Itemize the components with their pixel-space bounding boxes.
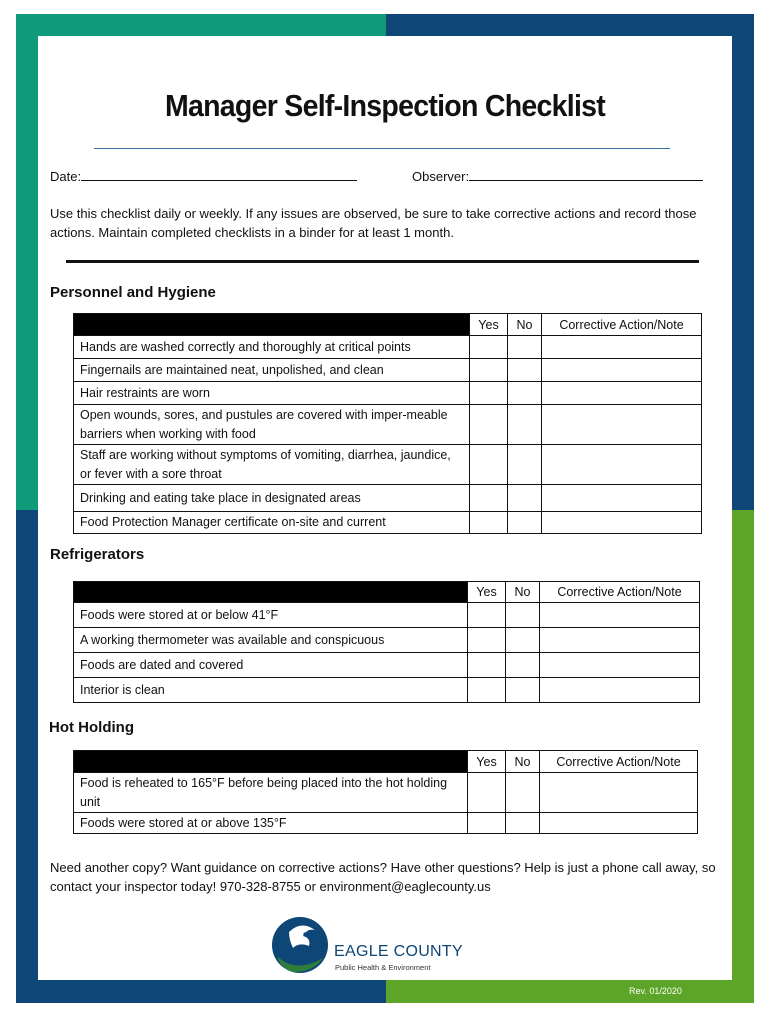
no-cell[interactable] bbox=[508, 336, 542, 359]
logo-circle bbox=[272, 917, 328, 973]
no-cell[interactable] bbox=[506, 773, 540, 813]
table-row bbox=[74, 773, 698, 813]
table-header-blank bbox=[74, 751, 468, 773]
checklist-table-refrigerators bbox=[73, 581, 700, 703]
yes-cell[interactable] bbox=[468, 653, 506, 678]
yes-cell[interactable] bbox=[470, 445, 508, 485]
checklist-item: A working thermometer was available and conspicuous bbox=[74, 628, 468, 653]
date-field[interactable] bbox=[50, 168, 357, 186]
section-title-personnel: Personnel and Hygiene bbox=[50, 284, 216, 301]
no-cell[interactable] bbox=[508, 382, 542, 405]
note-cell[interactable] bbox=[540, 653, 700, 678]
yes-cell[interactable] bbox=[470, 512, 508, 534]
checklist-item: Foods were stored at or above 135°F bbox=[74, 813, 468, 834]
table-row bbox=[74, 445, 702, 485]
title-divider bbox=[94, 148, 670, 149]
note-cell[interactable] bbox=[540, 813, 698, 834]
checklist-item: Drinking and eating take place in designated areas bbox=[74, 485, 470, 512]
logo-name: EAGLE COUNTY bbox=[334, 943, 463, 960]
section-title-refrigerators: Refrigerators bbox=[50, 546, 145, 563]
checklist-item: Foods were stored at or below 41°F bbox=[74, 603, 468, 628]
note-cell[interactable] bbox=[540, 678, 700, 703]
eagle-eye-icon bbox=[303, 932, 306, 935]
table-row bbox=[74, 678, 700, 703]
note-cell[interactable] bbox=[542, 336, 702, 359]
section-title-hot-holding: Hot Holding bbox=[49, 719, 134, 736]
checklist-item: Interior is clean bbox=[74, 678, 468, 703]
yes-cell[interactable] bbox=[470, 382, 508, 405]
observer-label: Observer: bbox=[412, 169, 470, 184]
checklist-item: Food is reheated to 165°F before being placed into the hot holding unit bbox=[74, 773, 468, 813]
no-cell[interactable] bbox=[506, 813, 540, 834]
checklist-item: Fingernails are maintained neat, unpolished, and clean bbox=[74, 359, 470, 382]
table-row bbox=[74, 405, 702, 445]
yes-cell[interactable] bbox=[468, 678, 506, 703]
yes-cell[interactable] bbox=[468, 773, 506, 813]
no-cell[interactable] bbox=[506, 653, 540, 678]
table-row bbox=[74, 628, 700, 653]
checklist-item: Hands are washed correctly and thoroughly at critical points bbox=[74, 336, 470, 359]
note-cell[interactable] bbox=[540, 603, 700, 628]
logo-tagline: Public Health & Environment bbox=[335, 963, 431, 972]
table-row bbox=[74, 512, 702, 534]
note-cell[interactable] bbox=[540, 628, 700, 653]
revision-label: Rev. 01/2020 bbox=[629, 986, 682, 996]
column-yes: Yes bbox=[468, 582, 506, 603]
column-note: Corrective Action/Note bbox=[540, 751, 698, 773]
yes-cell[interactable] bbox=[468, 628, 506, 653]
column-note: Corrective Action/Note bbox=[542, 314, 702, 336]
checklist-item: Food Protection Manager certificate on-site and current bbox=[74, 512, 470, 534]
table-header-blank bbox=[74, 314, 470, 336]
note-cell[interactable] bbox=[540, 773, 698, 813]
note-cell[interactable] bbox=[542, 405, 702, 445]
no-cell[interactable] bbox=[506, 603, 540, 628]
checklist-item: Foods are dated and covered bbox=[74, 653, 468, 678]
note-cell[interactable] bbox=[542, 445, 702, 485]
checklist-sheet bbox=[38, 36, 732, 980]
column-note: Corrective Action/Note bbox=[540, 582, 700, 603]
no-cell[interactable] bbox=[508, 359, 542, 382]
column-no: No bbox=[506, 582, 540, 603]
checklist-item: Open wounds, sores, and pustules are covered with imper-meable barriers when working with food bbox=[74, 405, 470, 445]
note-cell[interactable] bbox=[542, 359, 702, 382]
section-divider bbox=[66, 260, 699, 263]
observer-line[interactable] bbox=[469, 168, 703, 181]
table-row bbox=[74, 603, 700, 628]
no-cell[interactable] bbox=[506, 678, 540, 703]
page-title: Manager Self-Inspection Checklist bbox=[164, 88, 606, 123]
contact-text: Need another copy? Want guidance on corrective actions? Have other questions? Help is just a phone call away, so contact your inspector today! 970-328-8755 or environment@eaglecounty.us bbox=[50, 860, 716, 894]
yes-cell[interactable] bbox=[468, 603, 506, 628]
no-cell[interactable] bbox=[506, 628, 540, 653]
no-cell[interactable] bbox=[508, 405, 542, 445]
note-cell[interactable] bbox=[542, 382, 702, 405]
checklist-item: Hair restraints are worn bbox=[74, 382, 470, 405]
column-no: No bbox=[508, 314, 542, 336]
table-row bbox=[74, 336, 702, 359]
table-row bbox=[74, 359, 702, 382]
no-cell[interactable] bbox=[508, 485, 542, 512]
column-no: No bbox=[506, 751, 540, 773]
date-label: Date: bbox=[50, 169, 82, 184]
table-row bbox=[74, 813, 698, 834]
table-header-blank bbox=[74, 582, 468, 603]
yes-cell[interactable] bbox=[470, 405, 508, 445]
no-cell[interactable] bbox=[508, 512, 542, 534]
table-row bbox=[74, 485, 702, 512]
observer-field[interactable] bbox=[412, 168, 703, 186]
yes-cell[interactable] bbox=[468, 813, 506, 834]
checklist-table-hot-holding bbox=[73, 750, 698, 834]
yes-cell[interactable] bbox=[470, 336, 508, 359]
column-yes: Yes bbox=[470, 314, 508, 336]
checklist-item: Staff are working without symptoms of vomiting, diarrhea, jaundice, or fever with a sore throat bbox=[74, 445, 470, 485]
yes-cell[interactable] bbox=[470, 485, 508, 512]
table-row bbox=[74, 653, 700, 678]
checklist-table-personnel bbox=[73, 313, 702, 534]
table-row bbox=[74, 382, 702, 405]
note-cell[interactable] bbox=[542, 485, 702, 512]
yes-cell[interactable] bbox=[470, 359, 508, 382]
intro-text: Use this checklist daily or weekly. If any issues are observed, be sure to take corrective actions and record those actions. Maintain completed checklists in a binder for at least 1 month. bbox=[50, 206, 697, 240]
date-line[interactable] bbox=[81, 168, 357, 181]
column-yes: Yes bbox=[468, 751, 506, 773]
no-cell[interactable] bbox=[508, 445, 542, 485]
note-cell[interactable] bbox=[542, 512, 702, 534]
